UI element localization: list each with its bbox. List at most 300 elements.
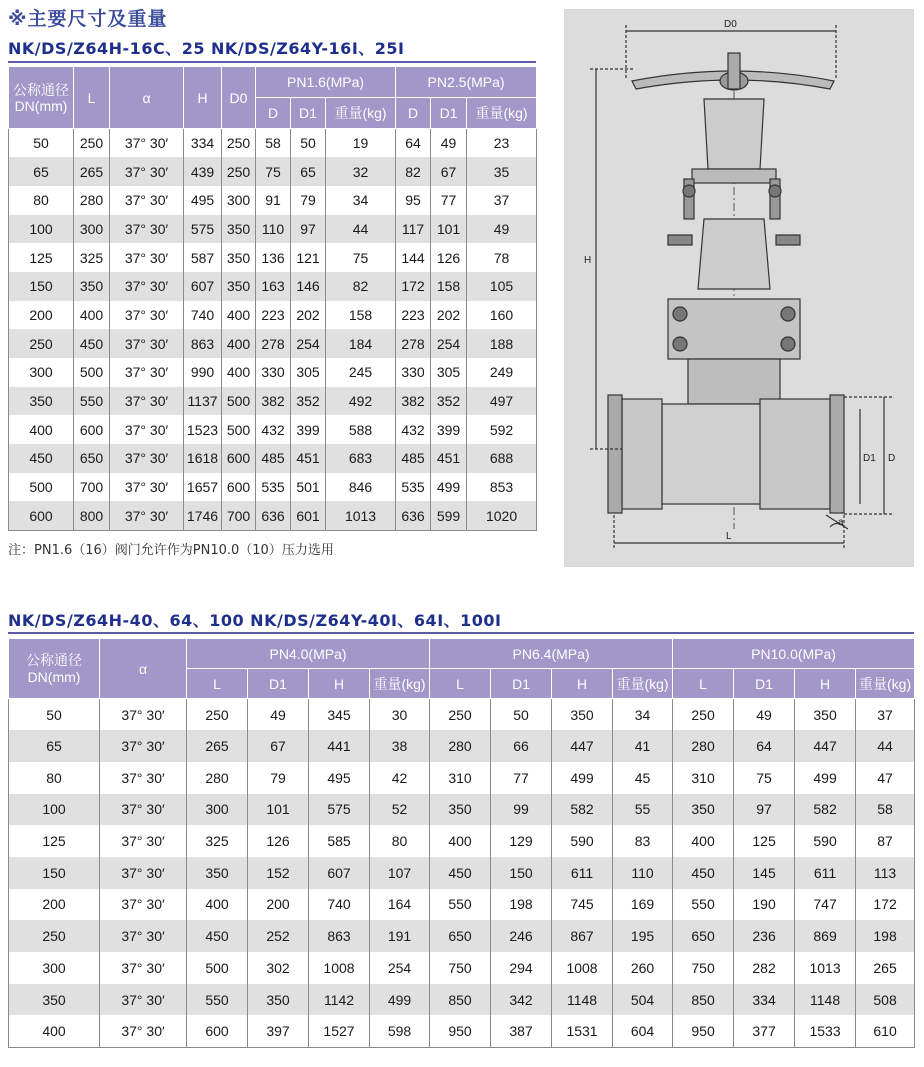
table-row xyxy=(9,473,537,502)
table-row xyxy=(9,215,537,244)
header-l: L xyxy=(74,67,110,129)
table-cell: 300 xyxy=(222,186,256,215)
header-pn40: PN4.0(MPa) xyxy=(187,639,430,669)
label-d0: D0 xyxy=(724,19,737,30)
header-d0: D0 xyxy=(222,67,256,129)
table-cell: 451 xyxy=(431,444,467,473)
table-cell: 282 xyxy=(734,952,795,984)
table-cell: 450 xyxy=(673,857,734,889)
table-cell: 80 xyxy=(9,186,74,215)
header-dn: 公称通径 DN(mm) xyxy=(9,67,74,129)
header-pn25-d: D xyxy=(396,98,431,129)
header-pn16-d1: D1 xyxy=(291,98,326,129)
table-cell: 700 xyxy=(74,473,110,502)
table-cell: 300 xyxy=(9,358,74,387)
table-cell: 105 xyxy=(467,272,537,301)
table-cell: 1657 xyxy=(184,473,222,502)
table-cell: 250 xyxy=(222,157,256,186)
table-cell: 75 xyxy=(734,762,795,794)
table-cell: 169 xyxy=(613,889,673,921)
table-cell: 280 xyxy=(673,730,734,762)
gate-valve-schematic xyxy=(564,9,914,567)
table-cell: 188 xyxy=(467,329,537,358)
table-cell: 650 xyxy=(430,920,491,952)
table-cell: 499 xyxy=(552,762,613,794)
header-pn40-d1: D1 xyxy=(248,669,309,699)
table-row xyxy=(9,387,537,416)
table-row xyxy=(9,794,915,826)
table-cell: 45 xyxy=(613,762,673,794)
table-cell: 265 xyxy=(187,730,248,762)
table-cell: 800 xyxy=(74,501,110,530)
table-cell: 399 xyxy=(431,415,467,444)
header-pn64-weight: 重量(kg) xyxy=(613,669,673,699)
table-cell: 636 xyxy=(256,501,291,530)
table-cell: 350 xyxy=(248,984,309,1016)
table-cell: 77 xyxy=(431,186,467,215)
table-cell: 202 xyxy=(291,301,326,330)
label-l: L xyxy=(726,531,732,542)
table-cell: 1013 xyxy=(795,952,856,984)
table-cell: 352 xyxy=(291,387,326,416)
table-cell: 97 xyxy=(734,794,795,826)
table-cell: 447 xyxy=(795,730,856,762)
table-cell: 250 xyxy=(9,920,100,952)
table-cell: 37° 30′ xyxy=(110,243,184,272)
table-row xyxy=(9,825,915,857)
table-cell: 305 xyxy=(291,358,326,387)
table-cell: 300 xyxy=(74,215,110,244)
table-cell: 683 xyxy=(326,444,396,473)
table-cell: 400 xyxy=(222,358,256,387)
table-cell: 125 xyxy=(9,243,74,272)
table-cell: 508 xyxy=(856,984,915,1016)
table-cell: 158 xyxy=(326,301,396,330)
table-cell: 77 xyxy=(491,762,552,794)
table-cell: 350 xyxy=(222,215,256,244)
table-cell: 294 xyxy=(491,952,552,984)
dimension-table-low-pressure xyxy=(8,66,537,531)
table-cell: 65 xyxy=(9,730,100,762)
table-cell: 485 xyxy=(396,444,431,473)
table-cell: 37° 30′ xyxy=(110,387,184,416)
table-cell: 100 xyxy=(9,794,100,826)
table-cell: 350 xyxy=(9,387,74,416)
table-cell: 184 xyxy=(326,329,396,358)
table-cell: 67 xyxy=(248,730,309,762)
table-row xyxy=(9,444,537,473)
table-cell: 350 xyxy=(430,794,491,826)
table-cell: 600 xyxy=(222,473,256,502)
table-cell: 550 xyxy=(74,387,110,416)
table-cell: 37° 30′ xyxy=(110,329,184,358)
table-cell: 278 xyxy=(396,329,431,358)
table-cell: 451 xyxy=(291,444,326,473)
table-cell: 82 xyxy=(396,157,431,186)
table-cell: 163 xyxy=(256,272,291,301)
table-cell: 110 xyxy=(256,215,291,244)
table-cell: 144 xyxy=(396,243,431,272)
table-cell: 280 xyxy=(187,762,248,794)
table-cell: 23 xyxy=(467,129,537,158)
table-cell: 387 xyxy=(491,1015,552,1047)
table-cell: 254 xyxy=(291,329,326,358)
table-cell: 37° 30′ xyxy=(100,889,187,921)
header-dn: 公称通径 DN(mm) xyxy=(9,639,100,699)
table-row xyxy=(9,1015,915,1047)
table-cell: 400 xyxy=(222,329,256,358)
table-cell: 345 xyxy=(309,699,370,731)
table-cell: 254 xyxy=(370,952,430,984)
table-cell: 611 xyxy=(795,857,856,889)
table-body xyxy=(9,699,915,1048)
table-cell: 325 xyxy=(74,243,110,272)
table-cell: 254 xyxy=(431,329,467,358)
table-cell: 1148 xyxy=(552,984,613,1016)
table-cell: 145 xyxy=(734,857,795,889)
table-cell: 846 xyxy=(326,473,396,502)
header-pn25-weight: 重量(kg) xyxy=(467,98,537,129)
table-row xyxy=(9,857,915,889)
table-cell: 867 xyxy=(552,920,613,952)
table-body xyxy=(9,129,537,531)
table-cell: 399 xyxy=(291,415,326,444)
table-cell: 49 xyxy=(431,129,467,158)
table-cell: 101 xyxy=(248,794,309,826)
table-cell: 535 xyxy=(396,473,431,502)
table-cell: 44 xyxy=(856,730,915,762)
table-cell: 350 xyxy=(552,699,613,731)
table-cell: 598 xyxy=(370,1015,430,1047)
table-cell: 350 xyxy=(222,243,256,272)
table-cell: 688 xyxy=(467,444,537,473)
table-cell: 492 xyxy=(326,387,396,416)
table-cell: 400 xyxy=(9,415,74,444)
table-cell: 37° 30′ xyxy=(110,444,184,473)
table-cell: 58 xyxy=(856,794,915,826)
table-cell: 550 xyxy=(187,984,248,1016)
table-cell: 152 xyxy=(248,857,309,889)
table-cell: 1020 xyxy=(467,501,537,530)
table-cell: 125 xyxy=(9,825,100,857)
table-cell: 200 xyxy=(248,889,309,921)
table-cell: 325 xyxy=(187,825,248,857)
table-cell: 172 xyxy=(856,889,915,921)
table-cell: 34 xyxy=(326,186,396,215)
table-cell: 700 xyxy=(222,501,256,530)
table-cell: 37 xyxy=(856,699,915,731)
table-cell: 500 xyxy=(9,473,74,502)
table-cell: 250 xyxy=(222,129,256,158)
table-cell: 310 xyxy=(673,762,734,794)
table-cell: 37° 30′ xyxy=(100,699,187,731)
header-h: H xyxy=(184,67,222,129)
section1-divider xyxy=(8,61,536,63)
header-pn16-weight: 重量(kg) xyxy=(326,98,396,129)
table-cell: 499 xyxy=(370,984,430,1016)
table-cell: 146 xyxy=(291,272,326,301)
table-cell: 504 xyxy=(613,984,673,1016)
table-cell: 432 xyxy=(396,415,431,444)
table-cell: 37° 30′ xyxy=(110,215,184,244)
table-cell: 1008 xyxy=(309,952,370,984)
table-cell: 37° 30′ xyxy=(100,1015,187,1047)
table-cell: 439 xyxy=(184,157,222,186)
table-cell: 50 xyxy=(291,129,326,158)
table-cell: 37° 30′ xyxy=(110,358,184,387)
header-pn25-d1: D1 xyxy=(431,98,467,129)
table-cell: 604 xyxy=(613,1015,673,1047)
header-pn100: PN10.0(MPa) xyxy=(673,639,915,669)
section2-heading: NK/DS/Z64H-40、64、100 NK/DS/Z64Y-40Ⅰ、64Ⅰ、100Ⅰ xyxy=(8,611,502,630)
section2-divider xyxy=(8,632,914,634)
header-pn100-h: H xyxy=(795,669,856,699)
table-row xyxy=(9,243,537,272)
header-pn40-l: L xyxy=(187,669,248,699)
table-cell: 590 xyxy=(795,825,856,857)
table-cell: 80 xyxy=(370,825,430,857)
table-cell: 500 xyxy=(222,387,256,416)
table-cell: 950 xyxy=(430,1015,491,1047)
table-cell: 495 xyxy=(309,762,370,794)
table-cell: 600 xyxy=(9,501,74,530)
table-cell: 47 xyxy=(856,762,915,794)
table-cell: 400 xyxy=(187,889,248,921)
table-cell: 265 xyxy=(856,952,915,984)
table-cell: 377 xyxy=(734,1015,795,1047)
table-cell: 67 xyxy=(431,157,467,186)
table-cell: 587 xyxy=(184,243,222,272)
table-cell: 334 xyxy=(734,984,795,1016)
table-cell: 101 xyxy=(431,215,467,244)
table-cell: 223 xyxy=(396,301,431,330)
table-cell: 64 xyxy=(396,129,431,158)
table-cell: 1531 xyxy=(552,1015,613,1047)
table-cell: 330 xyxy=(396,358,431,387)
table-cell: 250 xyxy=(187,699,248,731)
table-row xyxy=(9,272,537,301)
table-cell: 350 xyxy=(187,857,248,889)
table-cell: 100 xyxy=(9,215,74,244)
table-cell: 1523 xyxy=(184,415,222,444)
table-cell: 37° 30′ xyxy=(100,984,187,1016)
header-pn16-d: D xyxy=(256,98,291,129)
table-row xyxy=(9,501,537,530)
table-cell: 82 xyxy=(326,272,396,301)
table-cell: 78 xyxy=(467,243,537,272)
table-cell: 49 xyxy=(734,699,795,731)
table-cell: 260 xyxy=(613,952,673,984)
table-cell: 126 xyxy=(248,825,309,857)
table-cell: 50 xyxy=(9,699,100,731)
label-a: a xyxy=(838,517,844,528)
table-row xyxy=(9,358,537,387)
table-cell: 650 xyxy=(673,920,734,952)
table-cell: 400 xyxy=(222,301,256,330)
table-cell: 397 xyxy=(248,1015,309,1047)
table-cell: 95 xyxy=(396,186,431,215)
table-cell: 41 xyxy=(613,730,673,762)
table-cell: 601 xyxy=(291,501,326,530)
table-cell: 117 xyxy=(396,215,431,244)
table-cell: 869 xyxy=(795,920,856,952)
table-cell: 1618 xyxy=(184,444,222,473)
table-cell: 500 xyxy=(187,952,248,984)
table-cell: 450 xyxy=(9,444,74,473)
table-cell: 575 xyxy=(309,794,370,826)
valve-drawing xyxy=(564,9,914,567)
table-cell: 160 xyxy=(467,301,537,330)
table-cell: 34 xyxy=(613,699,673,731)
table-cell: 37° 30′ xyxy=(100,825,187,857)
table-cell: 350 xyxy=(795,699,856,731)
table-cell: 278 xyxy=(256,329,291,358)
table-cell: 1527 xyxy=(309,1015,370,1047)
table-cell: 250 xyxy=(430,699,491,731)
table-cell: 600 xyxy=(74,415,110,444)
table-cell: 750 xyxy=(430,952,491,984)
table-cell: 1148 xyxy=(795,984,856,1016)
table-cell: 65 xyxy=(9,157,74,186)
table-cell: 129 xyxy=(491,825,552,857)
table-cell: 1142 xyxy=(309,984,370,1016)
table-row xyxy=(9,415,537,444)
table-cell: 91 xyxy=(256,186,291,215)
table-cell: 198 xyxy=(491,889,552,921)
table-cell: 582 xyxy=(552,794,613,826)
table-cell: 499 xyxy=(431,473,467,502)
table-cell: 350 xyxy=(222,272,256,301)
table-cell: 497 xyxy=(467,387,537,416)
table-cell: 37 xyxy=(467,186,537,215)
table-cell: 37° 30′ xyxy=(110,473,184,502)
table-cell: 42 xyxy=(370,762,430,794)
table-cell: 44 xyxy=(326,215,396,244)
table-cell: 1137 xyxy=(184,387,222,416)
table-cell: 750 xyxy=(673,952,734,984)
table-cell: 590 xyxy=(552,825,613,857)
table-cell: 1746 xyxy=(184,501,222,530)
table-cell: 37° 30′ xyxy=(110,272,184,301)
table-cell: 305 xyxy=(431,358,467,387)
table-cell: 382 xyxy=(256,387,291,416)
table-cell: 245 xyxy=(326,358,396,387)
table-cell: 37° 30′ xyxy=(100,920,187,952)
table-cell: 636 xyxy=(396,501,431,530)
table-cell: 55 xyxy=(613,794,673,826)
table-cell: 250 xyxy=(9,329,74,358)
table-cell: 350 xyxy=(74,272,110,301)
table-cell: 550 xyxy=(430,889,491,921)
table-cell: 300 xyxy=(9,952,100,984)
table-cell: 79 xyxy=(248,762,309,794)
table-cell: 87 xyxy=(856,825,915,857)
table-cell: 37° 30′ xyxy=(110,501,184,530)
table-cell: 200 xyxy=(9,301,74,330)
page-title: ※主要尺寸及重量 xyxy=(8,8,168,30)
table-cell: 863 xyxy=(309,920,370,952)
table-row xyxy=(9,920,915,952)
table-cell: 447 xyxy=(552,730,613,762)
table-cell: 65 xyxy=(291,157,326,186)
header-pn100-l: L xyxy=(673,669,734,699)
table-cell: 280 xyxy=(430,730,491,762)
table-row xyxy=(9,699,915,731)
table-cell: 501 xyxy=(291,473,326,502)
table-cell: 265 xyxy=(74,157,110,186)
table-cell: 382 xyxy=(396,387,431,416)
table-row xyxy=(9,952,915,984)
table-cell: 195 xyxy=(613,920,673,952)
table-cell: 198 xyxy=(856,920,915,952)
table-cell: 610 xyxy=(856,1015,915,1047)
table-cell: 432 xyxy=(256,415,291,444)
table-cell: 330 xyxy=(256,358,291,387)
table-cell: 747 xyxy=(795,889,856,921)
table-cell: 450 xyxy=(74,329,110,358)
table-cell: 575 xyxy=(184,215,222,244)
table-cell: 599 xyxy=(431,501,467,530)
table-cell: 499 xyxy=(795,762,856,794)
header-pn64: PN6.4(MPa) xyxy=(430,639,673,669)
table-cell: 853 xyxy=(467,473,537,502)
table-cell: 150 xyxy=(9,857,100,889)
table-cell: 37° 30′ xyxy=(100,952,187,984)
table-cell: 107 xyxy=(370,857,430,889)
table-cell: 37° 30′ xyxy=(110,415,184,444)
table-cell: 352 xyxy=(431,387,467,416)
table-cell: 740 xyxy=(309,889,370,921)
table-cell: 495 xyxy=(184,186,222,215)
table-row xyxy=(9,984,915,1016)
table-cell: 400 xyxy=(430,825,491,857)
table-cell: 334 xyxy=(184,129,222,158)
table-cell: 236 xyxy=(734,920,795,952)
table-cell: 600 xyxy=(222,444,256,473)
table-cell: 1013 xyxy=(326,501,396,530)
table-cell: 50 xyxy=(491,699,552,731)
table-cell: 125 xyxy=(734,825,795,857)
table-cell: 280 xyxy=(74,186,110,215)
table-cell: 300 xyxy=(187,794,248,826)
table-cell: 250 xyxy=(74,129,110,158)
table-cell: 350 xyxy=(9,984,100,1016)
table-cell: 37° 30′ xyxy=(100,730,187,762)
table-cell: 121 xyxy=(291,243,326,272)
table-cell: 588 xyxy=(326,415,396,444)
table-cell: 79 xyxy=(291,186,326,215)
table-cell: 223 xyxy=(256,301,291,330)
table-cell: 80 xyxy=(9,762,100,794)
table-cell: 450 xyxy=(187,920,248,952)
table-cell: 250 xyxy=(673,699,734,731)
table-cell: 485 xyxy=(256,444,291,473)
table-cell: 37° 30′ xyxy=(110,157,184,186)
table-cell: 66 xyxy=(491,730,552,762)
table-row xyxy=(9,730,915,762)
table-cell: 1008 xyxy=(552,952,613,984)
section1-heading: NK/DS/Z64H-16C、25 NK/DS/Z64Y-16Ⅰ、25Ⅰ xyxy=(8,39,405,58)
table-cell: 164 xyxy=(370,889,430,921)
header-pn40-h: H xyxy=(309,669,370,699)
table-cell: 650 xyxy=(74,444,110,473)
header-pn64-d1: D1 xyxy=(491,669,552,699)
table-cell: 611 xyxy=(552,857,613,889)
table-cell: 136 xyxy=(256,243,291,272)
table-cell: 52 xyxy=(370,794,430,826)
table-cell: 191 xyxy=(370,920,430,952)
table-cell: 158 xyxy=(431,272,467,301)
